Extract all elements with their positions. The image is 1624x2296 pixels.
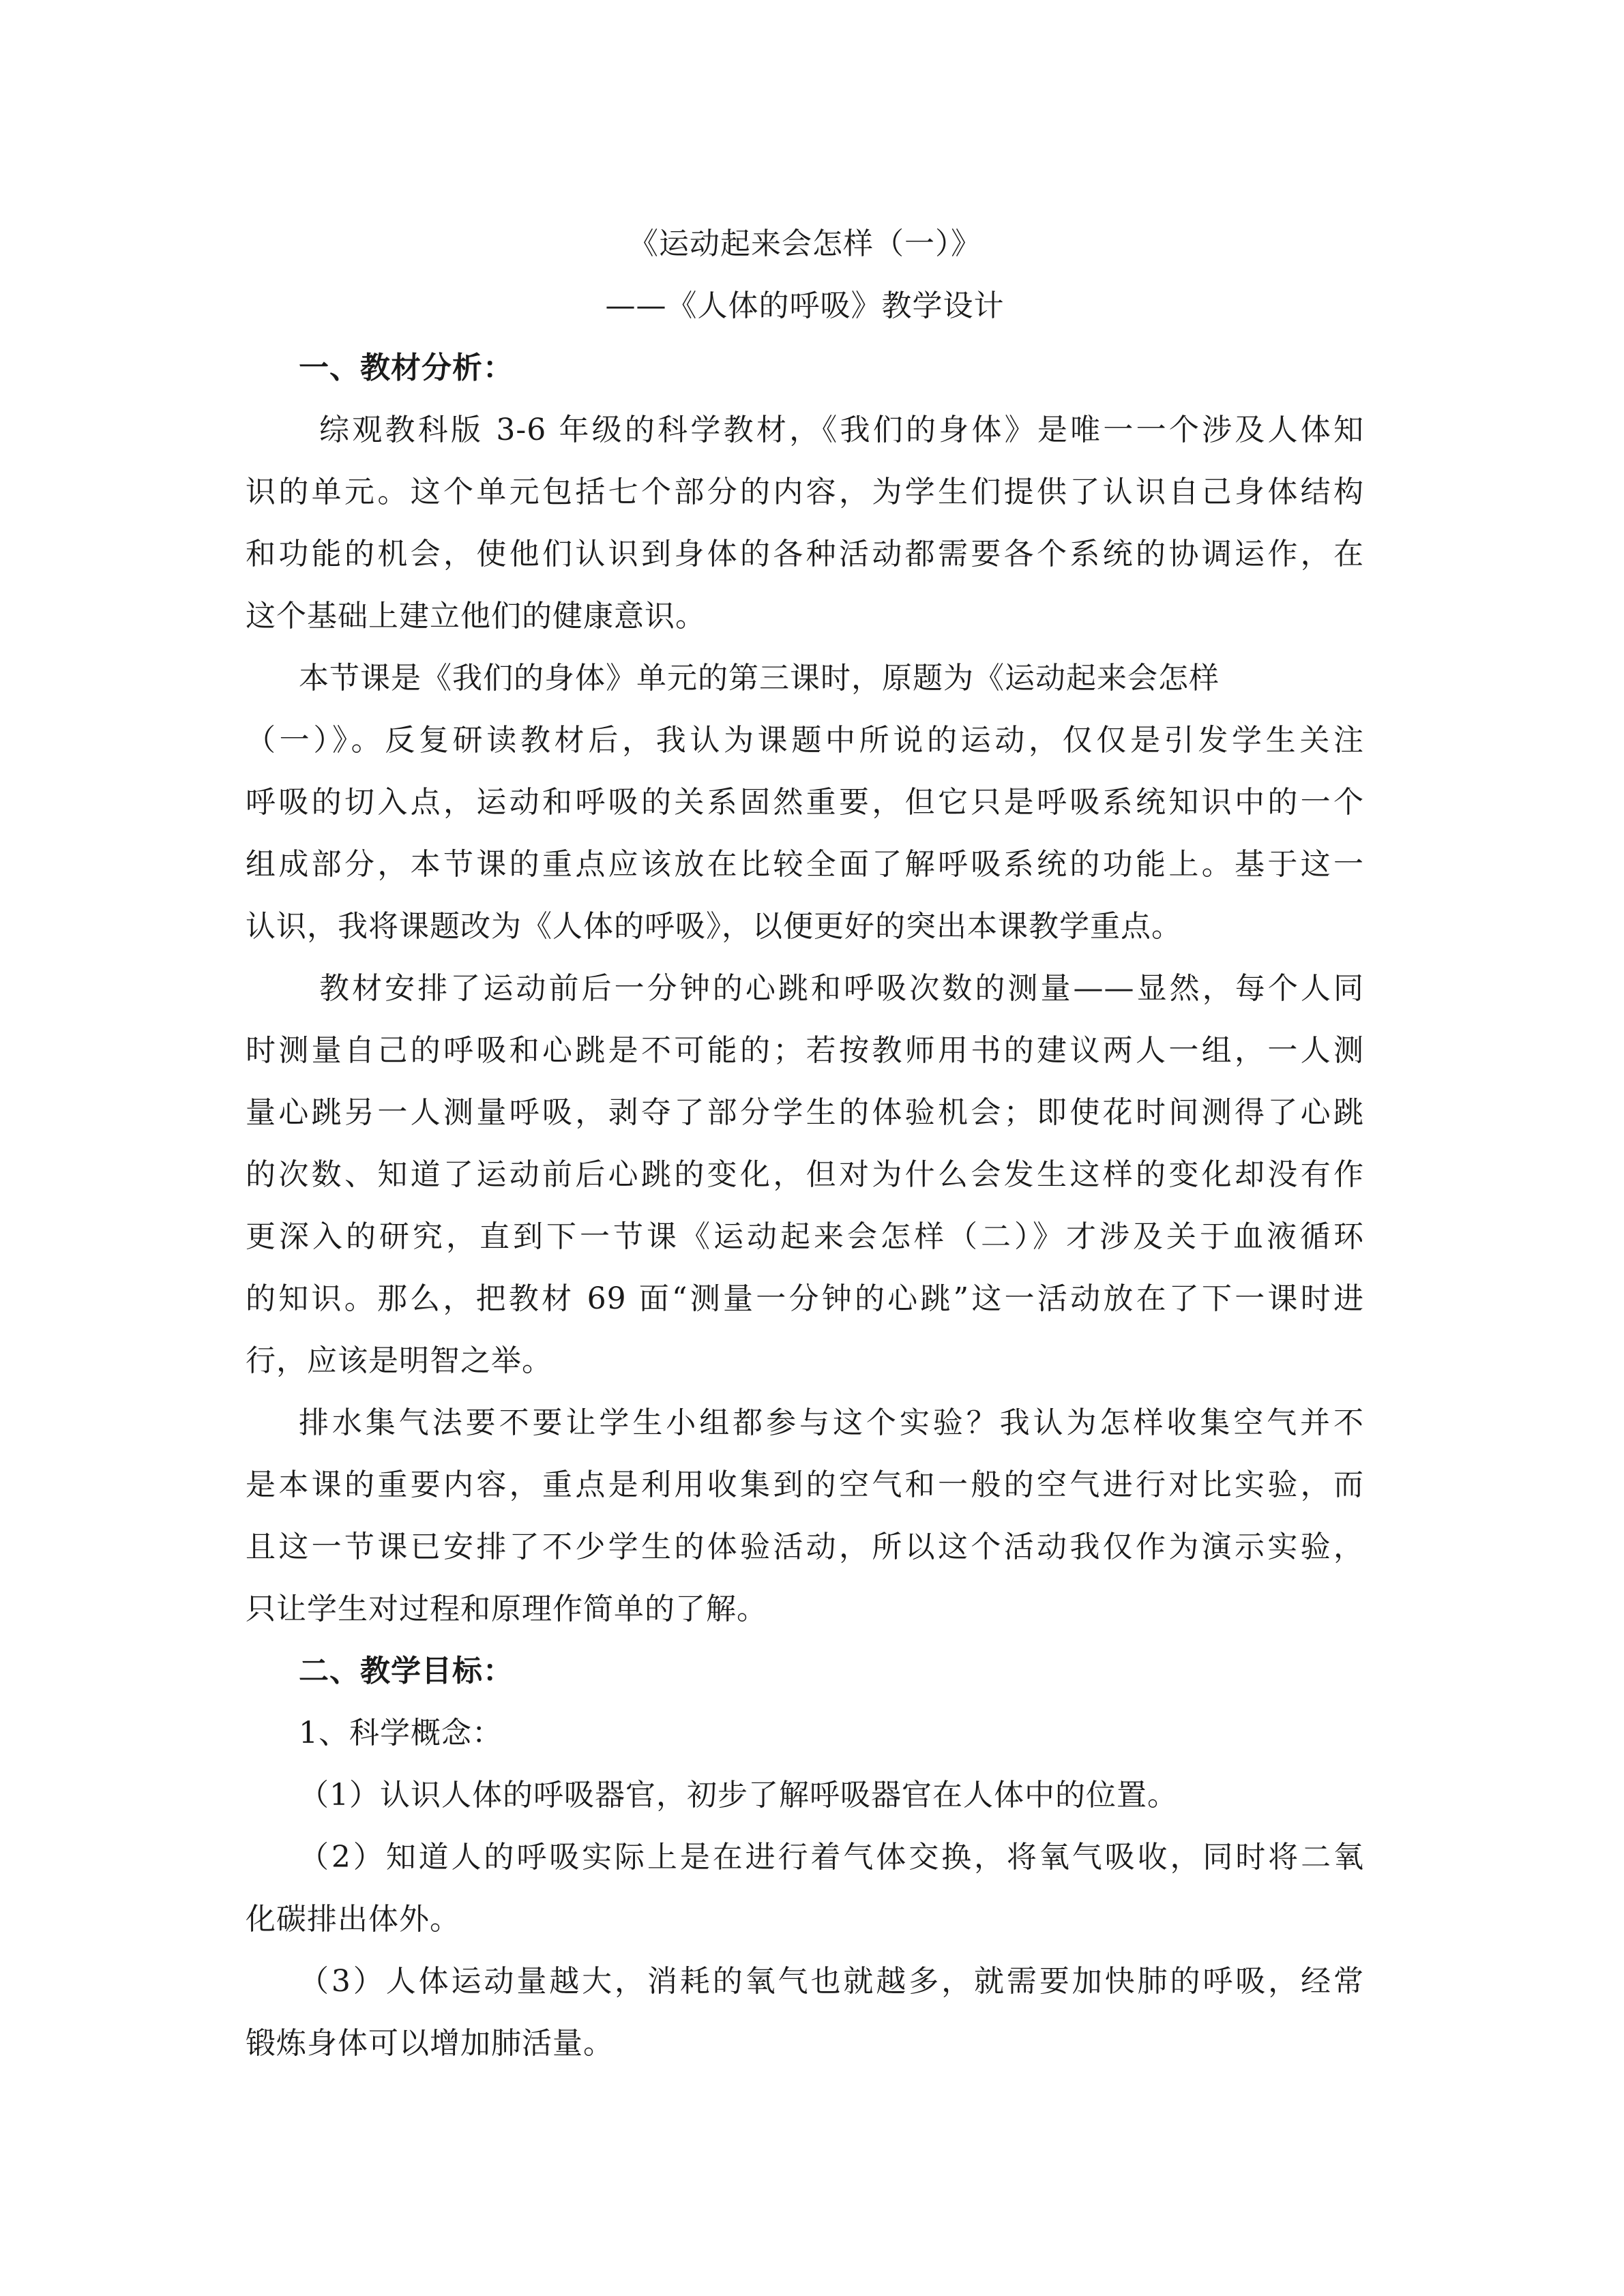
paragraph-line: 的次数、知道了运动前后心跳的变化，但对为什么会发生这样的变化却没有作: [246, 1157, 1364, 1192]
objective-line: （2）知道人的呼吸实际上是在进行着气体交换，将氧气吸收，同时将二氧: [299, 1840, 1364, 1875]
paragraph-line: 这个基础上建立他们的健康意识。: [246, 599, 706, 633]
paragraph-line: 更深入的研究，直到下一节课《运动起来会怎样（二）》才涉及关于血液循环: [246, 1219, 1364, 1254]
subtitle-text: ——《人体的呼吸》教学设计: [605, 288, 1005, 323]
paragraph-line: 量心跳另一人测量呼吸，剥夺了部分学生的体验机会；即使花时间测得了心跳: [246, 1095, 1364, 1130]
paragraph-line: 组成部分，本节课的重点应该放在比较全面了解呼吸系统的功能上。基于这一: [246, 847, 1364, 882]
paragraph-line: 识的单元。这个单元包括七个部分的内容，为学生们提供了认识自己身体结构: [246, 475, 1364, 509]
paragraph-line: 是本课的重要内容，重点是利用收集到的空气和一般的空气进行对比实验，而: [246, 1467, 1364, 1502]
paragraph-line: 教材安排了运动前后一分钟的心跳和呼吸次数的测量——显然，每个人同: [319, 971, 1364, 1006]
paragraph-line: 且这一节课已安排了不少学生的体验活动，所以这个活动我仅作为演示实验，: [246, 1530, 1364, 1564]
paragraph-line: 认识，我将课题改为《人体的呼吸》，以便更好的突出本课教学重点。: [246, 909, 1182, 944]
objective-line: （3）人体运动量越大，消耗的氧气也就越多，就需要加快肺的呼吸，经常: [299, 1964, 1364, 1999]
title-text: 《运动起来会怎样（一）》: [628, 226, 981, 261]
section-heading-objectives: 二、教学目标：: [299, 1654, 514, 1688]
paragraph-intro: [246, 399, 1364, 647]
paragraph-line: 排水集气法要不要让学生小组都参与这个实验？我认为怎样收集空气并不: [299, 1405, 1364, 1440]
paragraph-arrangement: [246, 957, 1364, 1392]
paragraph-line: 时测量自己的呼吸和心跳是不可能的；若按教师用书的建议两人一组，一人测: [246, 1033, 1364, 1068]
objective-item-2: [246, 1826, 1364, 1950]
objective-line: （1）认识人体的呼吸器官，初步了解呼吸器官在人体中的位置。: [299, 1778, 1178, 1813]
document-subtitle: [246, 275, 1364, 337]
paragraph-line: 的知识。那么，把教材 69 面“测量一分钟的心跳”这一活动放在了下一课时进: [246, 1281, 1364, 1316]
document-title: [246, 213, 1364, 275]
section-heading-analysis: 一、教材分析：: [299, 351, 514, 385]
paragraph-line: （一）》。反复研读教材后，我认为课题中所说的运动，仅仅是引发学生关注: [246, 723, 1364, 758]
paragraph-line: 本节课是《我们的身体》单元的第三课时，原题为《运动起来会怎样: [299, 661, 1220, 696]
paragraph-line: 行，应该是明智之举。: [246, 1343, 552, 1378]
paragraph-lesson: [246, 647, 1364, 957]
objective-line: 锻炼身体可以增加肺活量。: [246, 2026, 614, 2061]
document-body: [246, 213, 1364, 2074]
objective-item-1: [246, 1764, 1364, 1826]
objective-item-3: [246, 1950, 1364, 2074]
objective-line: 化碳排出体外。: [246, 1902, 460, 1937]
paragraph-line: 只让学生对过程和原理作简单的了解。: [246, 1592, 767, 1626]
paragraph-experiment: [246, 1392, 1364, 1640]
paragraph-line: 综观教科版 3-6 年级的科学教材，《我们的身体》是唯一一个涉及人体知: [319, 413, 1364, 447]
paragraph-line: 呼吸的切入点，运动和呼吸的关系固然重要，但它只是呼吸系统知识中的一个: [246, 785, 1364, 820]
subheading-science-concepts: 1、科学概念：: [299, 1716, 503, 1750]
paragraph-line: 和功能的机会，使他们认识到身体的各种活动都需要各个系统的协调运作，在: [246, 537, 1364, 571]
